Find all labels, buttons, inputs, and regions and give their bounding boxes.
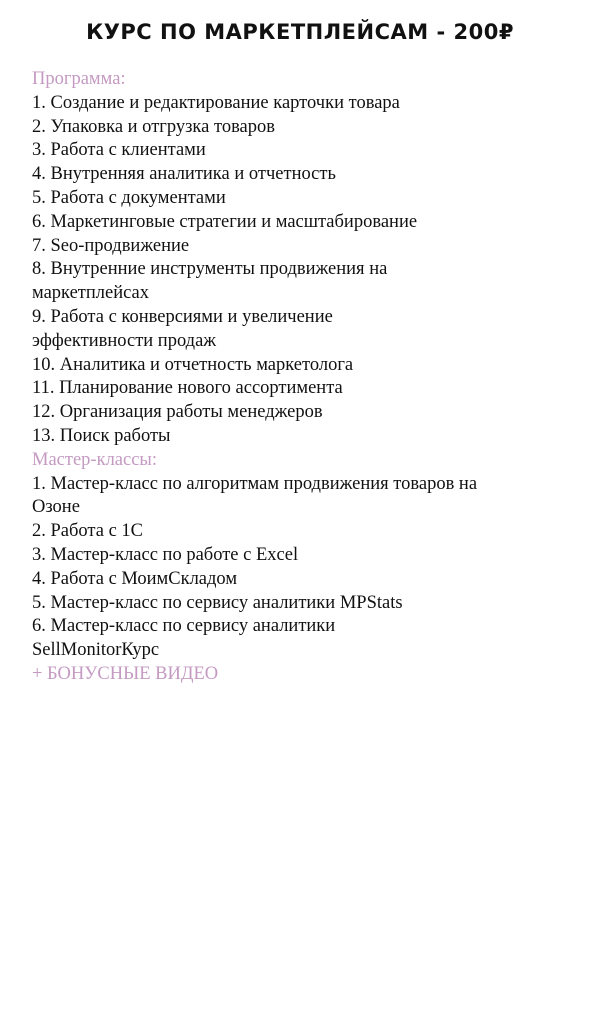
master-class-item: 5. Мастер-класс по сервису аналитики MPStats	[32, 592, 403, 613]
program-item: 13. Поиск работы	[32, 425, 171, 446]
master-class-item: 4. Работа с МоимСкладом	[32, 568, 238, 589]
program-item: 7. Seo-продвижение	[32, 235, 190, 256]
program-item: 8. Внутренние инструменты продвижения на маркетплейсах	[32, 259, 388, 304]
program-item: 3. Работа с клиентами	[32, 140, 206, 161]
bonus-videos: + БОНУСНЫЕ ВИДЕО	[32, 663, 219, 684]
course-content	[32, 68, 572, 687]
program-list	[32, 92, 572, 449]
program-item: 4. Внутренняя аналитика и отчетность	[32, 164, 336, 185]
program-heading: Программа:	[32, 69, 126, 89]
page-title: КУРС ПО МАРКЕТПЛЕЙСАМ - 200₽	[86, 20, 514, 44]
program-item: 10. Аналитика и отчетность маркетолога	[32, 354, 354, 375]
program-item: 5. Работа с документами	[32, 187, 226, 208]
program-item: 9. Работа с конверсиями и увеличение эффективности продаж	[32, 306, 333, 351]
program-item: 2. Упаковка и отгрузка товаров	[32, 116, 276, 137]
master-class-item: 2. Работа с 1С	[32, 521, 143, 542]
master-classes-list	[32, 473, 572, 663]
master-class-item: 3. Мастер-класс по работе с Excel	[32, 544, 299, 565]
master-class-item: 6. Мастер-класс по сервису аналитики SellMonitorКурс	[32, 616, 336, 661]
program-item: 6. Маркетинговые стратегии и масштабирование	[32, 211, 418, 232]
program-item: 11. Планирование нового ассортимента	[32, 378, 343, 399]
program-item: 12. Организация работы менеджеров	[32, 402, 323, 423]
program-item: 1. Создание и редактирование карточки товара	[32, 92, 400, 113]
master-class-item: 1. Мастер-класс по алгоритмам продвижения товаров на Озоне	[32, 473, 478, 518]
master-classes-heading: Мастер-классы:	[32, 449, 158, 470]
